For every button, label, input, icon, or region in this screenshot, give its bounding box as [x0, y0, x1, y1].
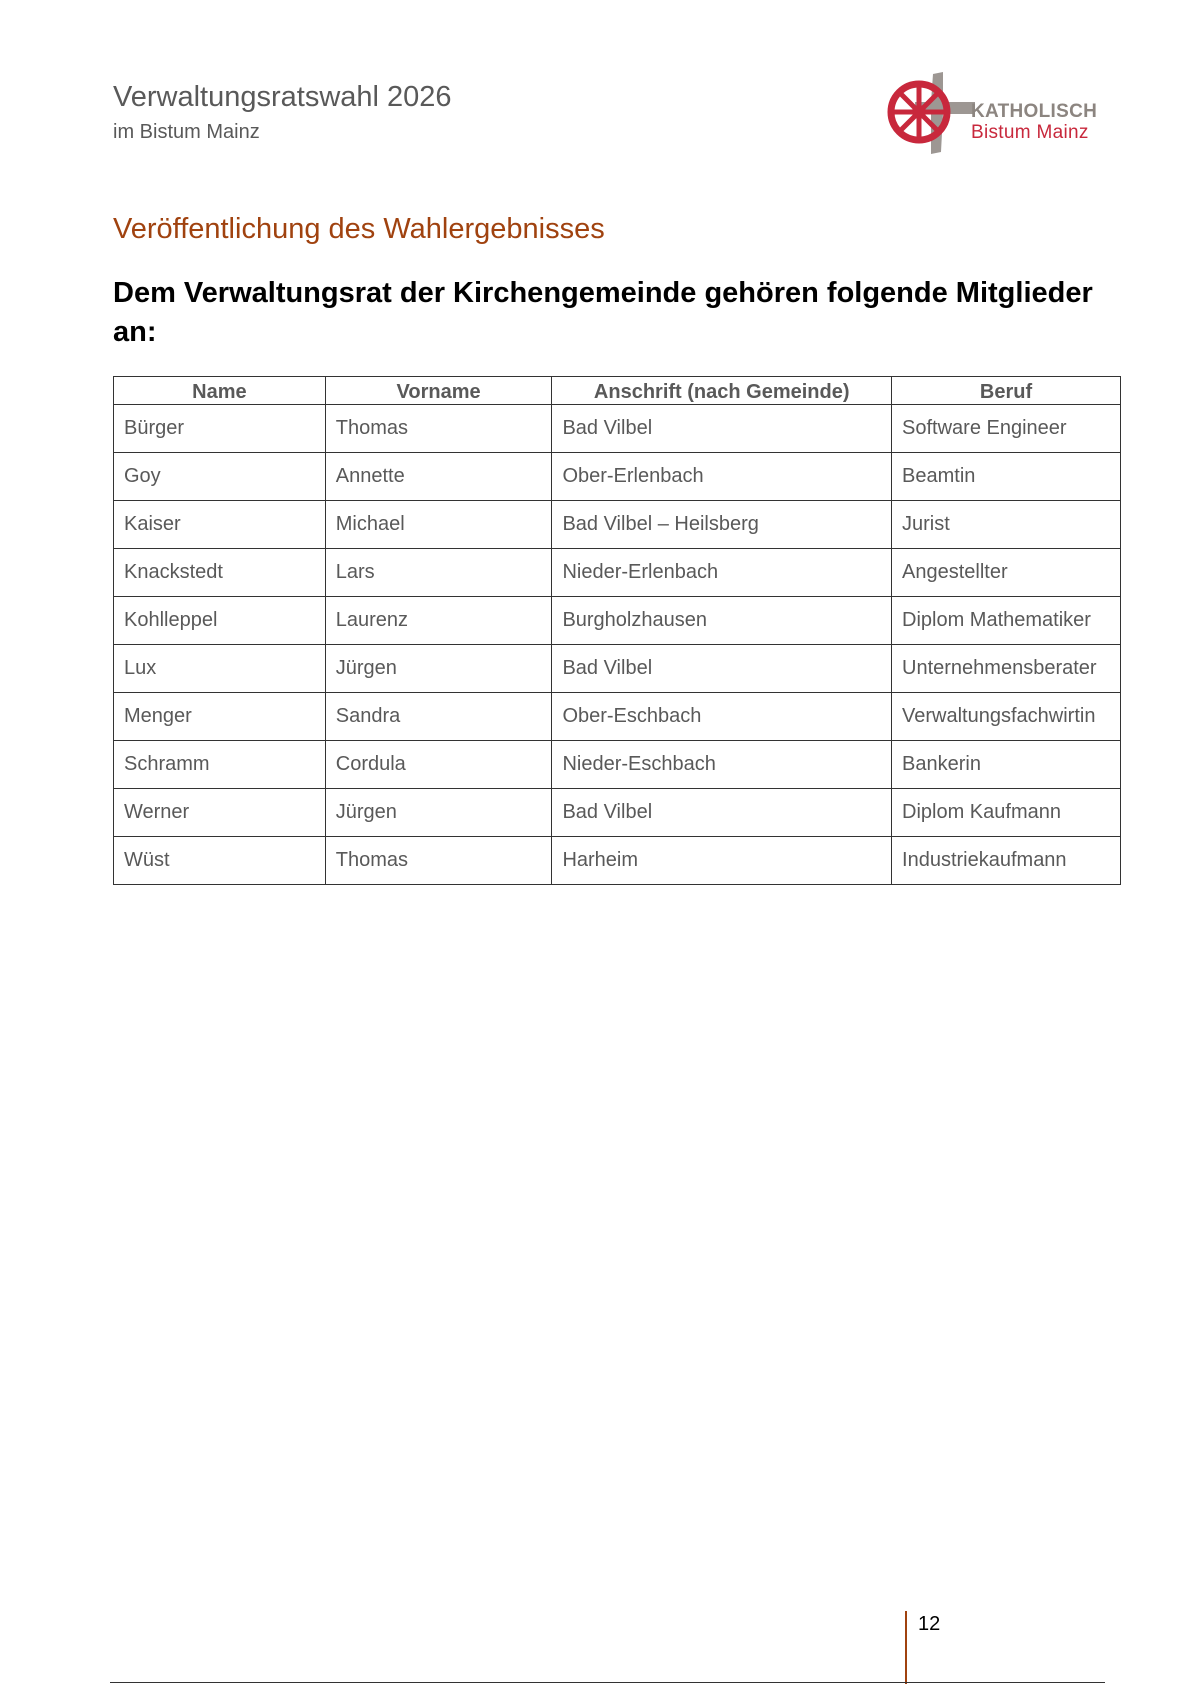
table-row: [114, 741, 1121, 789]
cell-name: Kohlleppel: [114, 597, 326, 645]
table-header-row: [114, 377, 1121, 405]
column-header-anschrift: Anschrift (nach Gemeinde): [552, 377, 892, 405]
table-row: [114, 501, 1121, 549]
cell-anschrift: Bad Vilbel – Heilsberg: [552, 501, 892, 549]
cell-anschrift: Bad Vilbel: [552, 405, 892, 453]
table-row: [114, 405, 1121, 453]
header-subtitle: im Bistum Mainz: [113, 121, 260, 143]
cell-beruf: Diplom Kaufmann: [892, 789, 1121, 837]
cell-vorname: Thomas: [325, 837, 552, 885]
cell-vorname: Annette: [325, 453, 552, 501]
cell-vorname: Lars: [325, 549, 552, 597]
page-number: 12: [918, 1613, 941, 1635]
cell-beruf: Diplom Mathematiker: [892, 597, 1121, 645]
cell-anschrift: Bad Vilbel: [552, 789, 892, 837]
table-row: [114, 597, 1121, 645]
cell-anschrift: Ober-Eschbach: [552, 693, 892, 741]
cell-beruf: Software Engineer: [892, 405, 1121, 453]
cell-beruf: Angestellter: [892, 549, 1121, 597]
cell-vorname: Jürgen: [325, 645, 552, 693]
cell-vorname: Jürgen: [325, 789, 552, 837]
table-row: [114, 693, 1121, 741]
cell-anschrift: Harheim: [552, 837, 892, 885]
cell-beruf: Jurist: [892, 501, 1121, 549]
cell-beruf: Verwaltungsfachwirtin: [892, 693, 1121, 741]
table-row: [114, 453, 1121, 501]
cell-name: Lux: [114, 645, 326, 693]
cell-name: Goy: [114, 453, 326, 501]
table-row: [114, 789, 1121, 837]
cell-beruf: Beamtin: [892, 453, 1121, 501]
mainz-wheel-icon: [885, 72, 975, 154]
table-row: [114, 645, 1121, 693]
column-header-vorname: Vorname: [325, 377, 552, 405]
cell-anschrift: Bad Vilbel: [552, 645, 892, 693]
cell-vorname: Sandra: [325, 693, 552, 741]
cell-name: Knackstedt: [114, 549, 326, 597]
cell-name: Schramm: [114, 741, 326, 789]
logo-text-bistum-mainz: Bistum Mainz: [971, 122, 1089, 143]
column-header-name: Name: [114, 377, 326, 405]
cell-name: Menger: [114, 693, 326, 741]
table-row: [114, 837, 1121, 885]
footer-accent-bar: [905, 1611, 907, 1684]
cell-name: Kaiser: [114, 501, 326, 549]
cell-beruf: Bankerin: [892, 741, 1121, 789]
cell-anschrift: Ober-Erlenbach: [552, 453, 892, 501]
members-table: [113, 376, 1121, 885]
cell-anschrift: Burgholzhausen: [552, 597, 892, 645]
cell-vorname: Cordula: [325, 741, 552, 789]
bistum-mainz-logo: [885, 72, 1105, 154]
section-title: Veröffentlichung des Wahlergebnisses: [113, 213, 605, 245]
column-header-beruf: Beruf: [892, 377, 1121, 405]
cell-anschrift: Nieder-Erlenbach: [552, 549, 892, 597]
header-title: Verwaltungsratswahl 2026: [113, 81, 452, 113]
table-row: [114, 549, 1121, 597]
footer-divider: [110, 1682, 1105, 1683]
cell-vorname: Michael: [325, 501, 552, 549]
cell-anschrift: Nieder-Eschbach: [552, 741, 892, 789]
cell-name: Bürger: [114, 405, 326, 453]
cell-name: Werner: [114, 789, 326, 837]
members-heading: Dem Verwaltungsrat der Kirchengemeinde gehören folgende Mitglieder an:: [113, 277, 1093, 348]
cell-name: Wüst: [114, 837, 326, 885]
cell-beruf: Industriekaufmann: [892, 837, 1121, 885]
cell-beruf: Unternehmensberater: [892, 645, 1121, 693]
logo-text-katholisch: KATHOLISCH: [971, 101, 1098, 122]
cell-vorname: Laurenz: [325, 597, 552, 645]
cell-vorname: Thomas: [325, 405, 552, 453]
